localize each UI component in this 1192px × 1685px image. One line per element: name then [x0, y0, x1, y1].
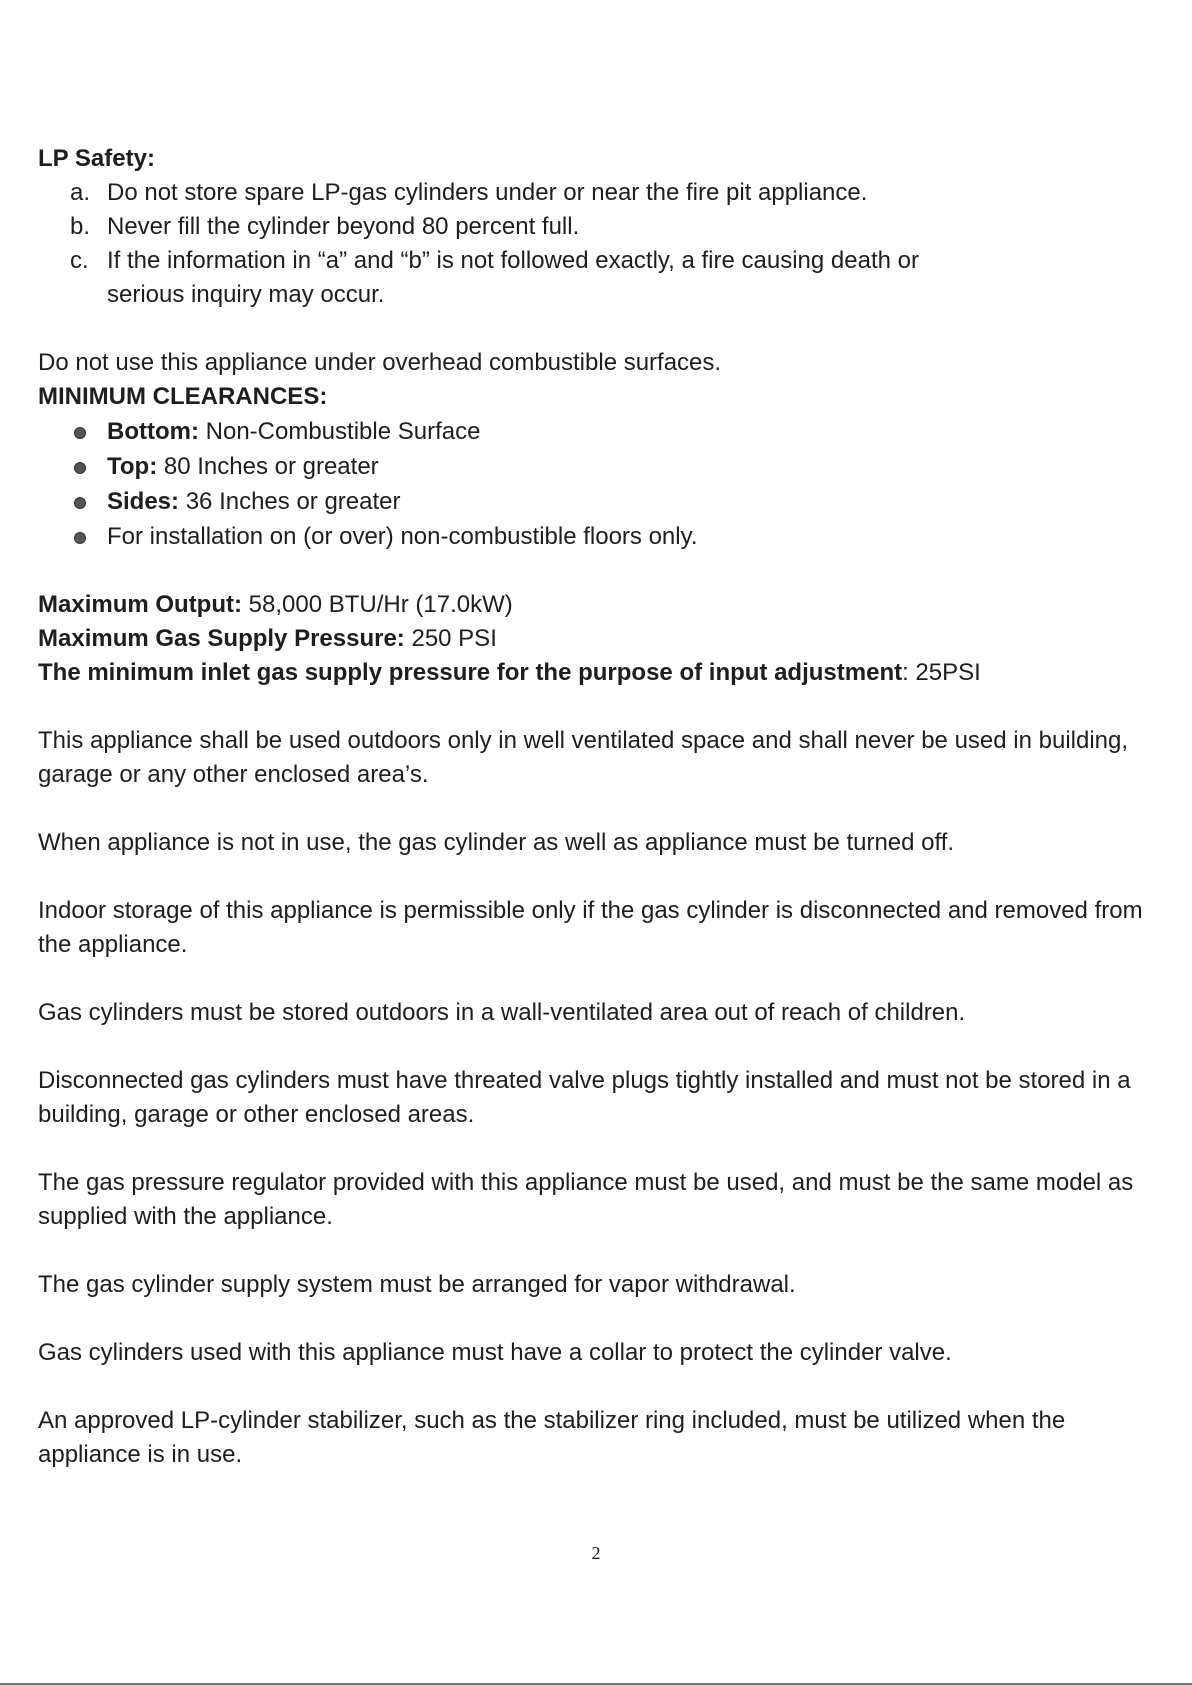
paragraph: When appliance is not in use, the gas cylinder as well as appliance must be turned off. [38, 829, 955, 856]
list-item [38, 176, 1148, 210]
document-page [38, 142, 1148, 1472]
spec-line [38, 622, 1148, 656]
paragraph: Gas cylinders must be stored outdoors in a wall-ventilated area out of reach of children. [38, 999, 966, 1026]
list-item-text: Do not store spare LP-gas cylinders under or near the fire pit appliance. [107, 179, 868, 206]
list-item [38, 244, 1148, 312]
spec-value: : 25PSI [902, 659, 981, 686]
overhead-note: Do not use this appliance under overhead combustible surfaces. [38, 349, 722, 376]
list-item [38, 414, 1148, 449]
spec-value: 58,000 BTU/Hr (17.0kW) [242, 591, 513, 618]
clearances-list [38, 414, 1148, 554]
bullet-icon [74, 427, 86, 439]
bullet-icon [74, 497, 86, 509]
spec-line [38, 656, 1148, 690]
lp-safety-list [38, 176, 1148, 312]
list-marker: b. [70, 213, 91, 240]
paragraph: Indoor storage of this appliance is permissible only if the gas cylinder is disconnected and removed from the appliance. [38, 897, 1143, 958]
spec-label: Maximum Output: [38, 591, 242, 618]
lp-safety-heading: LP Safety: [38, 145, 155, 172]
clearance-label: Sides: [107, 488, 180, 515]
paragraph: Disconnected gas cylinders must have threated valve plugs tightly installed and must not be stored in a building, garage or other enclosed areas. [38, 1067, 1131, 1128]
paragraph: This appliance shall be used outdoors only in well ventilated space and shall never be used in building, garage or any other enclosed area’s. [38, 727, 1129, 788]
clearances-heading: MINIMUM CLEARANCES: [38, 383, 328, 410]
bullet-icon [74, 532, 86, 544]
clearance-value: 80 Inches or greater [157, 453, 379, 480]
clearance-value: Non-Combustible Surface [198, 418, 481, 445]
list-marker: a. [70, 179, 91, 206]
clearance-value: For installation on (or over) non-combustible floors only. [107, 523, 698, 550]
paragraph: The gas cylinder supply system must be arranged for vapor withdrawal. [38, 1271, 796, 1298]
paragraph: Gas cylinders used with this appliance must have a collar to protect the cylinder valve. [38, 1339, 952, 1366]
clearance-value: 36 Inches or greater [179, 488, 401, 515]
spec-line [38, 588, 1148, 622]
list-item [38, 519, 1148, 554]
list-item [38, 449, 1148, 484]
list-item [38, 484, 1148, 519]
list-item [38, 210, 1148, 244]
spec-value: 250 PSI [404, 625, 497, 652]
list-marker: c. [70, 247, 89, 274]
page-number: 2 [591, 1543, 601, 1563]
list-item-text: If the information in “a” and “b” is not followed exactly, a fire causing death or serious inquiry may occur. [107, 247, 919, 308]
list-item-text: Never fill the cylinder beyond 80 percent full. [107, 213, 580, 240]
spec-label: The minimum inlet gas supply pressure for the purpose of input adjustment [38, 659, 903, 686]
paragraph: The gas pressure regulator provided with this appliance must be used, and must be the same model as supplied with the appliance. [38, 1169, 1134, 1230]
spec-label: Maximum Gas Supply Pressure: [38, 625, 405, 652]
paragraph: An approved LP-cylinder stabilizer, such as the stabilizer ring included, must be utilized when the appliance is in use. [38, 1407, 1066, 1468]
clearance-label: Bottom: [107, 418, 199, 445]
clearance-label: Top: [107, 453, 158, 480]
bullet-icon [74, 462, 86, 474]
